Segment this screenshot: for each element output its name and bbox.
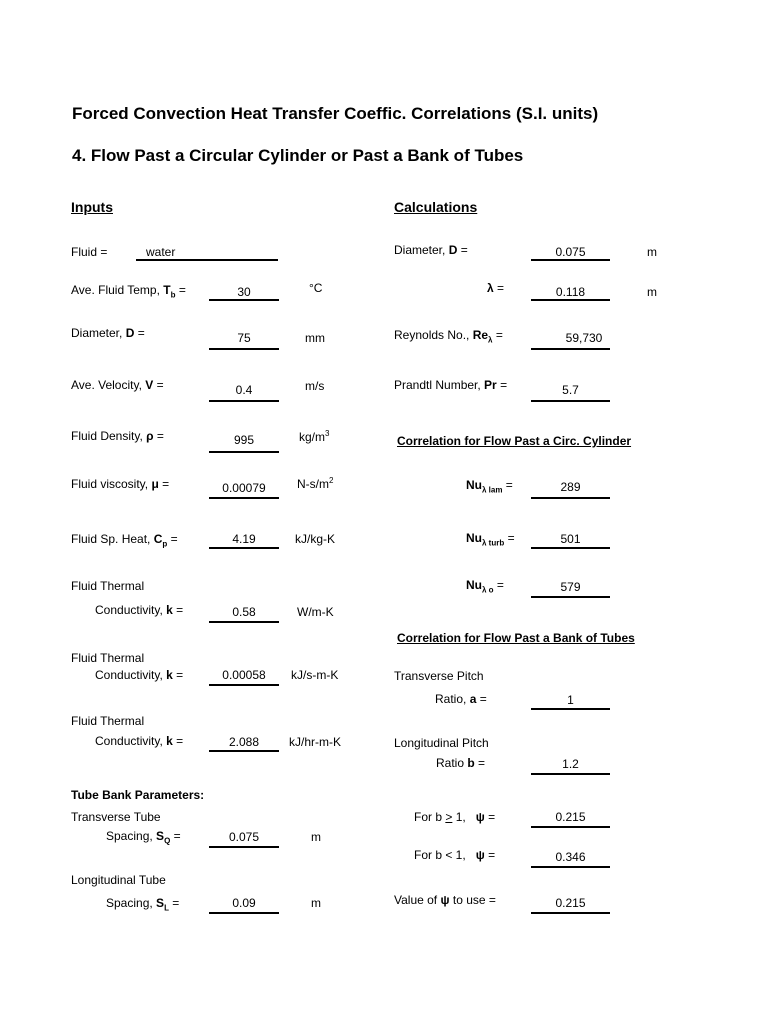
cylinder-heading: Correlation for Flow Past a Circ. Cylinder	[397, 434, 632, 448]
prandtl-label: Prandtl Number, Pr =	[394, 378, 508, 392]
psi-lt-value: 0.346	[555, 850, 586, 864]
sp-heat-label: Fluid Sp. Heat, $C_p$ =	[71, 532, 178, 549]
nu-o-underline	[531, 596, 610, 598]
viscosity-value[interactable]: 0.00079	[222, 481, 266, 495]
sq-unit: m	[311, 830, 321, 844]
nu-turb-value: 501	[560, 532, 581, 546]
sl-value[interactable]: 0.09	[232, 896, 256, 910]
k2-unit: kJ/s-m-K	[291, 668, 339, 682]
viscosity-unit: $N-s/m^2$	[297, 476, 334, 491]
k2-value[interactable]: 0.00058	[222, 668, 266, 682]
b-label-line1: Longitudinal Pitch	[394, 736, 489, 750]
nu-o-value: 579	[560, 580, 581, 594]
psi-use-value: 0.215	[555, 896, 586, 910]
sl-underline	[209, 912, 279, 914]
prandtl-value: 5.7	[562, 383, 579, 397]
density-unit: $kg/m^3$	[299, 429, 330, 444]
page-title: Forced Convection Heat Transfer Coeffic. Correlations (S.I. units)	[72, 104, 599, 123]
sl-label-line1: Longitudinal Tube	[71, 873, 166, 887]
sp-heat-unit: kJ/kg-K	[295, 532, 336, 546]
sq-label-line1: Transverse Tube	[71, 810, 161, 824]
viscosity-underline	[209, 497, 279, 499]
reynolds-label: Reynolds No., $Re_\lambda$ =	[394, 328, 503, 345]
diameter-underline	[209, 348, 279, 350]
viscosity-unit-text: N-s/m	[297, 477, 329, 491]
nu-lam-label: $Nu_{\lambda lam}$ =	[466, 478, 513, 495]
temp-label: Ave. Fluid Temp, $T_b$ =	[71, 283, 186, 300]
lambda-value: 0.118	[555, 285, 586, 299]
inputs-heading: Inputs	[71, 199, 113, 215]
page-subtitle: 4. Flow Past a Circular Cylinder or Past a Bank of Tubes	[72, 146, 524, 165]
reynolds-underline	[531, 348, 610, 350]
sq-value[interactable]: 0.075	[228, 830, 260, 844]
calculations-heading: Calculations	[394, 199, 478, 215]
temp-unit: °C	[309, 281, 323, 295]
k3-label-line1: Fluid Thermal	[71, 714, 145, 728]
calc-diameter-unit: m	[647, 245, 657, 259]
diameter-label: Diameter, D =	[71, 326, 145, 340]
a-label-line1: Transverse Pitch	[394, 669, 484, 683]
k2-underline	[209, 684, 279, 686]
density-unit-text: kg/m	[299, 430, 326, 444]
psi-use-underline	[531, 912, 610, 914]
nu-lam-value: 289	[560, 480, 581, 494]
bank-heading: Correlation for Flow Past a Bank of Tubes	[397, 631, 635, 645]
k3-value[interactable]: 2.088	[228, 735, 260, 749]
psi-ge-label: For b > 1, ψ =	[414, 810, 496, 824]
psi-lt-underline	[531, 866, 610, 868]
k2-label-line1: Fluid Thermal	[71, 651, 145, 665]
sq-label-line2: Spacing, $S_Q$ =	[106, 829, 181, 846]
velocity-underline	[209, 400, 279, 402]
density-label: Fluid Density, ρ =	[71, 429, 164, 443]
fluid-underline	[136, 259, 278, 261]
lambda-unit: m	[647, 285, 657, 299]
a-underline	[531, 708, 610, 710]
lambda-label: λ =	[487, 281, 505, 295]
k1-underline	[209, 621, 279, 623]
k1-label-line2: Conductivity, k =	[95, 603, 184, 617]
sp-heat-value[interactable]: 4.19	[232, 532, 256, 546]
diameter-unit: mm	[305, 331, 325, 345]
b-label-line2: Ratio b =	[436, 756, 486, 770]
fluid-value[interactable]: water	[146, 245, 176, 259]
k1-unit: W/m-K	[297, 605, 334, 619]
sl-label-line2: Spacing, $S_L$ =	[106, 896, 180, 913]
density-underline	[209, 451, 279, 453]
velocity-label: Ave. Velocity, V =	[71, 378, 164, 392]
psi-ge-underline	[531, 826, 610, 828]
k3-unit: kJ/hr-m-K	[289, 735, 341, 749]
psi-use-label: Value of ψ to use =	[394, 893, 496, 907]
b-value: 1.2	[562, 757, 579, 771]
sq-underline	[209, 846, 279, 848]
sl-unit: m	[311, 896, 321, 910]
density-value[interactable]: 995	[233, 433, 255, 447]
velocity-value[interactable]: 0.4	[235, 383, 253, 397]
fluid-label: Fluid =	[71, 245, 108, 259]
prandtl-underline	[531, 400, 610, 402]
viscosity-label: Fluid viscosity, μ =	[71, 477, 170, 491]
k1-label-line1: Fluid Thermal	[71, 579, 145, 593]
b-underline	[531, 773, 610, 775]
temp-underline	[209, 299, 279, 301]
k2-label-line2: Conductivity, k =	[95, 668, 184, 682]
a-value: 1	[567, 693, 574, 707]
psi-ge-value: 0.215	[555, 810, 586, 824]
psi-lt-label: For b < 1, ψ =	[414, 848, 496, 862]
k3-label-line2: Conductivity, k =	[95, 734, 184, 748]
sp-heat-underline	[209, 547, 279, 549]
reynolds-value: 59,730	[565, 331, 603, 345]
temp-value[interactable]: 30	[237, 285, 251, 299]
k1-value[interactable]: 0.58	[232, 605, 256, 619]
calc-diameter-underline	[531, 259, 610, 261]
velocity-unit: m/s	[305, 379, 325, 393]
diameter-value[interactable]: 75	[237, 331, 251, 345]
nu-turb-underline	[531, 547, 610, 549]
k3-underline	[209, 750, 279, 752]
calc-diameter-value: 0.075	[555, 245, 586, 259]
tube-bank-heading: Tube Bank Parameters:	[71, 788, 205, 802]
lambda-underline	[531, 299, 610, 301]
a-label-line2: Ratio, a =	[435, 692, 487, 706]
calc-diameter-label: Diameter, D =	[394, 243, 468, 257]
nu-turb-label: $Nu_{\lambda turb}$ =	[466, 531, 515, 548]
nu-lam-underline	[531, 497, 610, 499]
nu-o-label: $Nu_{\lambda o}$ =	[466, 578, 504, 595]
